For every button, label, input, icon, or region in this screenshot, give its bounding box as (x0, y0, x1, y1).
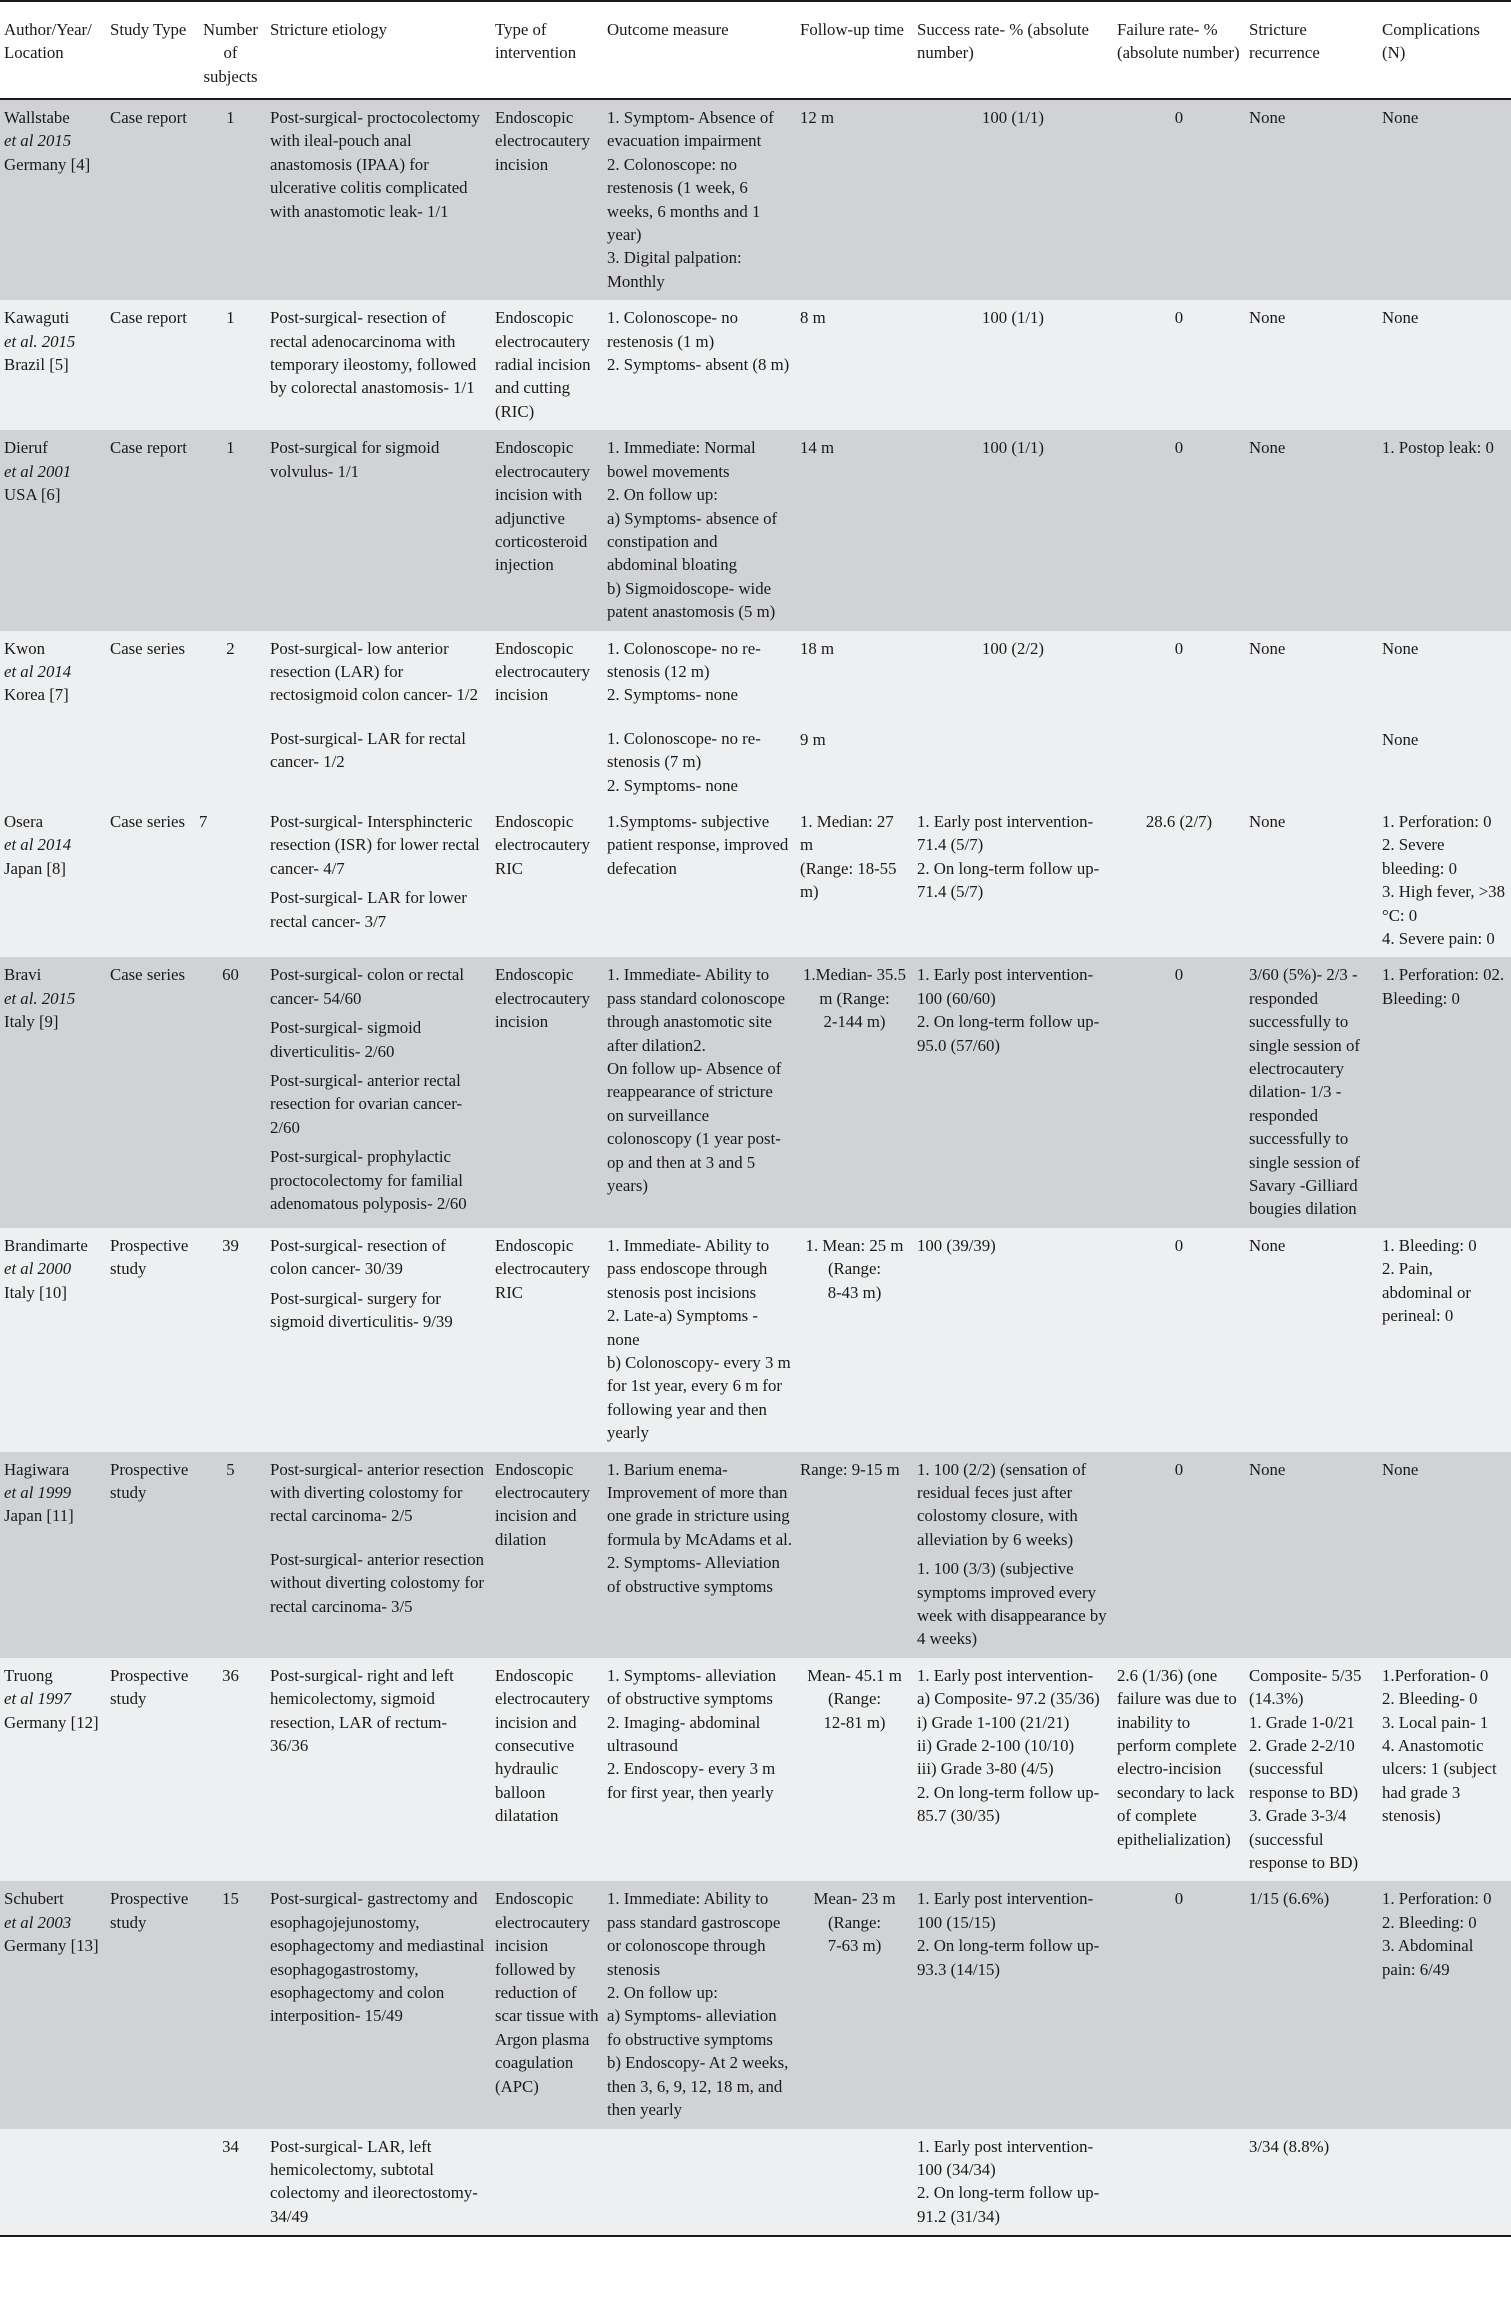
subjects-cell: 60 (195, 957, 266, 1227)
followup-cell: Range: 9-15 m (796, 1452, 913, 1658)
success-cell: 1. Early post intervention- 100 (60/60) 2. On long-term follow up- 95.0 (57/60) (913, 957, 1113, 1227)
followup-cell: 1.Median- 35.5 m (Range: 2-144 m) (796, 957, 913, 1227)
complications-cell: 1. Perforation: 02. Bleeding: 0 (1378, 957, 1511, 1227)
study-type-cell: Prospective study (106, 1228, 195, 1452)
etiology-cell: Post-surgical- LAR, left hemicolectomy, subtotal colectomy and ileorectostomy- 34/49 (266, 2129, 491, 2237)
outcome-cell: 1. Colonoscope- no restenosis (1 m) 2. Symptoms- absent (8 m) (603, 300, 796, 430)
outcome-cell: 1. Symptoms- alleviation of obstructive symptoms 2. Imaging- abdominal ultrasound 2. Endoscopy- every 3 m for first year, then yearly (603, 1658, 796, 1882)
followup-cell: 8 m (796, 300, 913, 430)
failure-cell: 0 (1113, 430, 1245, 630)
recurrence-cell: None (1245, 804, 1378, 957)
failure-cell: 0 (1113, 300, 1245, 430)
author-cell: Brandimarte et al 2000 Italy [10] (0, 1228, 106, 1452)
header-followup: Follow-up time (796, 1, 913, 99)
success-cell: 1. 100 (2/2) (sensation of residual feces just after colostomy closure, with alleviation by 6 weeks) 1. 100 (3/3) (subjective symptoms improved every week with disappearance by 4 weeks) (913, 1452, 1113, 1658)
subjects-cell: 7 (195, 804, 266, 957)
author-cell: Wallstabe et al 2015 Germany [4] (0, 99, 106, 300)
outcome-cell: 1. Immediate- Ability to pass endoscope through stenosis post incisions 2. Late-a) Symptoms - none b) Colonoscopy- every 3 m for 1st year, every 6 m for following year and then yearly (603, 1228, 796, 1452)
intervention-cell (491, 2129, 603, 2237)
author-cell: Bravi et al. 2015 Italy [9] (0, 957, 106, 1227)
intervention-cell: Endoscopic electrocautery incision and dilation (491, 1452, 603, 1658)
author-cell: Dieruf et al 2001 USA [6] (0, 430, 106, 630)
table-row-wallstabe (0, 99, 1511, 300)
complications-cell: None (1378, 99, 1511, 300)
subjects-cell: 1 (195, 300, 266, 430)
complications-cell: None (1378, 300, 1511, 430)
success-cell: 100 (1/1) (913, 99, 1113, 300)
recurrence-cell: 3/34 (8.8%) (1245, 2129, 1378, 2237)
subjects-cell: 1 (195, 99, 266, 300)
outcome-cell: 1. Immediate: Ability to pass standard gastroscope or colonoscope through stenosis 2. On follow up: a) Symptoms- alleviation fo obstructive symptoms b) Endoscopy- At 2 weeks, then 3, 6, 9, 12, 18 m, and then yearly (603, 1881, 796, 2128)
study-type-cell: Case report (106, 430, 195, 630)
table-row-kwon (0, 631, 1511, 804)
header-recurrence: Stricture recurrence (1245, 1, 1378, 99)
followup-cell: 14 m (796, 430, 913, 630)
study-type-cell: Case series (106, 631, 195, 804)
success-cell: 1. Early post intervention- a) Composite- 97.2 (35/36) i) Grade 1-100 (21/21) ii) Grade 2-100 (10/10) iii) Grade 3-80 (4/5) 2. On long-term follow up- 85.7 (30/35) (913, 1658, 1113, 1882)
recurrence-cell: 1/15 (6.6%) (1245, 1881, 1378, 2128)
subjects-cell: 34 (195, 2129, 266, 2237)
etiology-cell: Post-surgical- colon or rectal cancer- 54/60 Post-surgical- sigmoid diverticulitis- 2/60 Post-surgical- anterior rectal resection for ovarian cancer- 2/60 Post-surgical- prophylactic proctocolectomy for familial adenomatous polyposis- 2/60 (266, 957, 491, 1227)
study-type-cell: Case report (106, 300, 195, 430)
table-row-kawaguti (0, 300, 1511, 430)
outcome-cell: 1. Barium enema- Improvement of more than one grade in stricture using formula by McAdams et al. 2. Symptoms- Alleviation of obstructive symptoms (603, 1452, 796, 1658)
header-intervention: Type of intervention (491, 1, 603, 99)
etiology-cell: Post-surgical- resection of rectal adenocarcinoma with temporary ileostomy, followed by colorectal anastomosis- 1/1 (266, 300, 491, 430)
recurrence-cell: None (1245, 300, 1378, 430)
failure-cell: 0 (1113, 631, 1245, 804)
complications-cell: None None (1378, 631, 1511, 804)
header-outcome: Outcome measure (603, 1, 796, 99)
failure-cell (1113, 2129, 1245, 2237)
header-row (0, 1, 1511, 99)
table-row-dieruf (0, 430, 1511, 630)
followup-cell: Mean- 45.1 m (Range: 12-81 m) (796, 1658, 913, 1882)
success-cell: 100 (1/1) (913, 300, 1113, 430)
recurrence-cell: Composite- 5/35 (14.3%) 1. Grade 1-0/21 2. Grade 2-2/10 (successful response to BD) 3. Grade 3-3/4 (successful response to BD) (1245, 1658, 1378, 1882)
intervention-cell: Endoscopic electrocautery incision (491, 99, 603, 300)
failure-cell: 0 (1113, 1881, 1245, 2128)
subjects-cell: 39 (195, 1228, 266, 1452)
header-author: Author/Year/ Location (0, 1, 106, 99)
header-study-type: Study Type (106, 1, 195, 99)
study-type-cell (106, 2129, 195, 2237)
author-cell: Hagiwara et al 1999 Japan [11] (0, 1452, 106, 1658)
recurrence-cell: 3/60 (5%)- 2/3 - responded successfully to single session of electrocautery dilation- 1/3 - responded successfully to single session of Savary -Gilliard bougies dilation (1245, 957, 1378, 1227)
failure-cell: 0 (1113, 957, 1245, 1227)
study-type-cell: Case series (106, 957, 195, 1227)
etiology-cell: Post-surgical- anterior resection with diverting colostomy for rectal carcinoma- 2/5 Post-surgical- anterior resection without diverting colostomy for rectal carcinoma- 3/5 (266, 1452, 491, 1658)
etiology-cell: Post-surgical- proctocolectomy with ileal-pouch anal anastomosis (IPAA) for ulcerative colitis complicated with anastomotic leak- 1/1 (266, 99, 491, 300)
failure-cell: 2.6 (1/36) (one failure was due to inability to perform complete electro-incision secondary to lack of complete epithelialization) (1113, 1658, 1245, 1882)
complications-cell: 1. Postop leak: 0 (1378, 430, 1511, 630)
outcome-cell (603, 2129, 796, 2237)
outcome-cell: 1. Immediate- Ability to pass standard colonoscope through anastomotic site after dilation2. On follow up- Absence of reappearance of stricture on surveillance colonoscopy (1 year post-op and then at 3 and 5 years) (603, 957, 796, 1227)
followup-cell (796, 2129, 913, 2237)
followup-cell: 12 m (796, 99, 913, 300)
author-cell: Truong et al 1997 Germany [12] (0, 1658, 106, 1882)
author-cell: Osera et al 2014 Japan [8] (0, 804, 106, 957)
etiology-cell: Post-surgical- resection of colon cancer- 30/39 Post-surgical- surgery for sigmoid diverticulitis- 9/39 (266, 1228, 491, 1452)
author-cell: Kawaguti et al. 2015 Brazil [5] (0, 300, 106, 430)
recurrence-cell: None (1245, 430, 1378, 630)
intervention-cell: Endoscopic electrocautery incision (491, 957, 603, 1227)
header-subjects: Number of subjects (195, 1, 266, 99)
followup-cell: 1. Median: 27 m (Range: 18-55 m) (796, 804, 913, 957)
etiology-cell: Post-surgical- Intersphincteric resection (ISR) for lower rectal cancer- 4/7 Post-surgical- LAR for lower rectal cancer- 3/7 (266, 804, 491, 957)
success-cell: 100 (1/1) (913, 430, 1113, 630)
outcome-cell: 1. Colonoscope- no re-stenosis (12 m) 2. Symptoms- none 1. Colonoscope- no re-stenosis (7 m) 2. Symptoms- none (603, 631, 796, 804)
recurrence-cell: None (1245, 99, 1378, 300)
author-cell: Schubert et al 2003 Germany [13] (0, 1881, 106, 2128)
study-type-cell: Prospective study (106, 1452, 195, 1658)
subjects-cell: 15 (195, 1881, 266, 2128)
recurrence-cell: None (1245, 1452, 1378, 1658)
subjects-cell: 5 (195, 1452, 266, 1658)
followup-cell: 1. Mean: 25 m (Range: 8-43 m) (796, 1228, 913, 1452)
etiology-cell: Post-surgical for sigmoid volvulus- 1/1 (266, 430, 491, 630)
intervention-cell: Endoscopic electrocautery incision with adjunctive corticosteroid injection (491, 430, 603, 630)
study-type-cell: Case series (106, 804, 195, 957)
complications-cell: 1. Perforation: 0 2. Severe bleeding: 0 3. High fever, >38 °C: 0 4. Severe pain: 0 (1378, 804, 1511, 957)
success-cell: 100 (39/39) (913, 1228, 1113, 1452)
study-type-cell: Case report (106, 99, 195, 300)
etiology-cell: Post-surgical- low anterior resection (LAR) for rectosigmoid colon cancer- 1/2 Post-surgical- LAR for rectal cancer- 1/2 (266, 631, 491, 804)
subjects-cell: 36 (195, 1658, 266, 1882)
header-success: Success rate- % (absolute number) (913, 1, 1113, 99)
table-row-truong (0, 1658, 1511, 1882)
success-cell: 1. Early post intervention- 100 (15/15) 2. On long-term follow up- 93.3 (14/15) (913, 1881, 1113, 2128)
followup-cell: 18 m 9 m (796, 631, 913, 804)
outcome-cell: 1.Symptoms- subjective patient response, improved defecation (603, 804, 796, 957)
outcome-cell: 1. Immediate: Normal bowel movements 2. On follow up: a) Symptoms- absence of constipation and abdominal bloating b) Sigmoidoscope- wide patent anastomosis (5 m) (603, 430, 796, 630)
table-row-schubert-continued (0, 2129, 1511, 2237)
outcome-cell: 1. Symptom- Absence of evacuation impairment 2. Colonoscope: no restenosis (1 week, 6 weeks, 6 months and 1 year) 3. Digital palpation: Monthly (603, 99, 796, 300)
subjects-cell: 1 (195, 430, 266, 630)
success-cell: 100 (2/2) (913, 631, 1113, 804)
intervention-cell: Endoscopic electrocautery incision followed by reduction of scar tissue with Argon plasma coagulation (APC) (491, 1881, 603, 2128)
study-type-cell: Prospective study (106, 1658, 195, 1882)
complications-cell (1378, 2129, 1511, 2237)
header-etiology: Stricture etiology (266, 1, 491, 99)
table-row-osera (0, 804, 1511, 957)
intervention-cell: Endoscopic electrocautery RIC (491, 1228, 603, 1452)
author-cell (0, 2129, 106, 2237)
followup-cell: Mean- 23 m (Range: 7-63 m) (796, 1881, 913, 2128)
study-type-cell: Prospective study (106, 1881, 195, 2128)
failure-cell: 28.6 (2/7) (1113, 804, 1245, 957)
failure-cell: 0 (1113, 99, 1245, 300)
table-row-bravi (0, 957, 1511, 1227)
failure-cell: 0 (1113, 1228, 1245, 1452)
intervention-cell: Endoscopic electrocautery incision and consecutive hydraulic balloon dilatation (491, 1658, 603, 1882)
failure-cell: 0 (1113, 1452, 1245, 1658)
intervention-cell: Endoscopic electrocautery RIC (491, 804, 603, 957)
recurrence-cell: None (1245, 1228, 1378, 1452)
header-failure: Failure rate- % (absolute number) (1113, 1, 1245, 99)
table-row-hagiwara (0, 1452, 1511, 1658)
success-cell: 1. Early post intervention- 100 (34/34) 2. On long-term follow up- 91.2 (31/34) (913, 2129, 1113, 2237)
subjects-cell: 2 (195, 631, 266, 804)
complications-cell: 1.Perforation- 0 2. Bleeding- 0 3. Local pain- 1 4. Anastomotic ulcers: 1 (subject had grade 3 stenosis) (1378, 1658, 1511, 1882)
intervention-cell: Endoscopic electrocautery incision (491, 631, 603, 804)
complications-cell: 1. Perforation: 0 2. Bleeding: 0 3. Abdominal pain: 6/49 (1378, 1881, 1511, 2128)
etiology-cell: Post-surgical- right and left hemicolectomy, sigmoid resection, LAR of rectum- 36/36 (266, 1658, 491, 1882)
etiology-cell: Post-surgical- gastrectomy and esophagojejunostomy, esophagectomy and mediastinal esophagogastrostomy, esophagectomy and colon interposition- 15/49 (266, 1881, 491, 2128)
header-complications: Complications (N) (1378, 1, 1511, 99)
table-row-brandimarte (0, 1228, 1511, 1452)
complications-cell: None (1378, 1452, 1511, 1658)
success-cell: 1. Early post intervention- 71.4 (5/7) 2. On long-term follow up- 71.4 (5/7) (913, 804, 1113, 957)
complications-cell: 1. Bleeding: 0 2. Pain, abdominal or perineal: 0 (1378, 1228, 1511, 1452)
author-cell: Kwon et al 2014 Korea [7] (0, 631, 106, 804)
table-row-schubert (0, 1881, 1511, 2128)
recurrence-cell: None (1245, 631, 1378, 804)
intervention-cell: Endoscopic electrocautery radial incision and cutting (RIC) (491, 300, 603, 430)
